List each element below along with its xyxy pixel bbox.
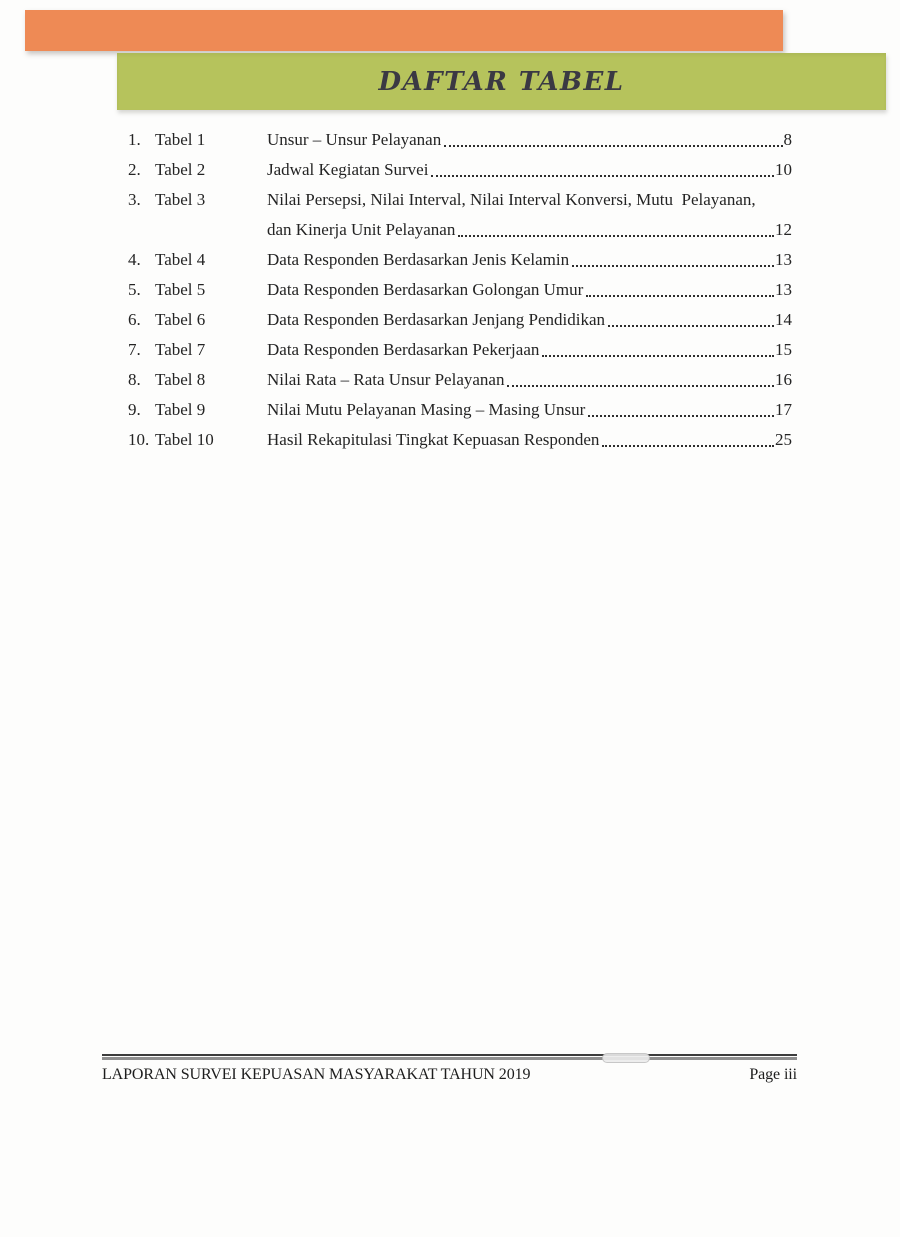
toc-leader-dots — [608, 325, 774, 327]
toc-entry-title: Nilai Rata – Rata Unsur Pelayanan — [267, 370, 505, 389]
footer-right-text: Page iii — [749, 1066, 797, 1083]
footer-left-text: LAPORAN SURVEI KEPUASAN MASYARAKAT TAHUN 2019 — [102, 1066, 531, 1083]
toc-entry-number: 3. — [128, 190, 141, 209]
toc-entry-number: 2. — [128, 160, 141, 179]
toc-entry-line — [128, 155, 792, 185]
toc-entry-page: 16 — [775, 370, 792, 389]
toc-leader-dots — [572, 265, 774, 267]
toc-entry-line — [128, 185, 792, 215]
toc-leader-dots — [588, 415, 774, 417]
toc-entry-label: Tabel 4 — [155, 250, 206, 269]
footer-rule-gray-line — [102, 1057, 797, 1060]
toc-entry-page: 12 — [775, 220, 792, 239]
toc-entry-page: 14 — [775, 310, 792, 329]
toc-entry-title: Jadwal Kegiatan Survei — [267, 160, 429, 179]
toc-entry-page: 13 — [775, 280, 792, 299]
toc-entry-line — [128, 215, 792, 245]
toc-leader-dots — [458, 235, 774, 237]
toc-leader-dots — [507, 385, 774, 387]
toc-leader-dots — [542, 355, 774, 357]
toc-entry-number: 1. — [128, 130, 141, 149]
toc-entry-label: Tabel 10 — [155, 430, 214, 449]
toc-leader-dots — [431, 175, 774, 177]
toc-entry-title: Nilai Mutu Pelayanan Masing – Masing Unsur — [267, 400, 586, 419]
toc-entry-page: 25 — [775, 430, 792, 449]
toc-entry-line — [128, 275, 792, 305]
toc-entry-label: Tabel 3 — [155, 190, 206, 209]
footer-rule — [102, 1054, 797, 1057]
toc-leader-dots — [444, 145, 782, 147]
toc-entry-line — [128, 305, 792, 335]
toc-entry-number: 9. — [128, 400, 141, 419]
scan-artifact — [602, 1053, 650, 1063]
toc-entry-page: 8 — [783, 130, 792, 149]
toc-entry-line — [128, 125, 792, 155]
toc-entry-label: Tabel 1 — [155, 130, 206, 149]
toc-entry-number: 6. — [128, 310, 141, 329]
toc-entry-number: 5. — [128, 280, 141, 299]
toc-entry-page: 10 — [775, 160, 792, 179]
toc-entry-number: 10. — [128, 430, 150, 449]
toc-entry-title: Hasil Rekapitulasi Tingkat Kepuasan Responden — [267, 430, 600, 449]
toc-entry-label: Tabel 7 — [155, 340, 206, 359]
toc-entry-title: dan Kinerja Unit Pelayanan — [267, 220, 456, 239]
toc-entry-title: Unsur – Unsur Pelayanan — [267, 130, 442, 149]
footer-text-row — [102, 1066, 797, 1084]
toc-entry-label: Tabel 2 — [155, 160, 206, 179]
toc-entry-label: Tabel 8 — [155, 370, 206, 389]
toc-entry-line — [128, 365, 792, 395]
toc-leader-dots — [602, 445, 774, 447]
toc-entry-label: Tabel 6 — [155, 310, 206, 329]
toc-entry-number: 4. — [128, 250, 141, 269]
toc-entry-line — [128, 245, 792, 275]
toc-entry-label: Tabel 9 — [155, 400, 206, 419]
toc-leader-dots — [586, 295, 774, 297]
header-banner — [117, 53, 886, 110]
toc-entry-line — [128, 395, 792, 425]
toc-entry-page: 13 — [775, 250, 792, 269]
toc-entry-page: 17 — [775, 400, 792, 419]
toc-entry-title: Data Responden Berdasarkan Jenis Kelamin — [267, 250, 570, 269]
toc-entry-line — [128, 425, 792, 455]
page-footer — [102, 1054, 797, 1084]
toc-entry-line — [128, 335, 792, 365]
toc-entry-number: 7. — [128, 340, 141, 359]
toc-entry-page: 15 — [775, 340, 792, 359]
header-orange-bar — [25, 10, 783, 51]
page-title: DAFTAR TABEL — [378, 66, 625, 97]
toc-entry-title: Data Responden Berdasarkan Jenjang Pendidikan — [267, 310, 606, 329]
toc-entry-title: Data Responden Berdasarkan Pekerjaan — [267, 340, 540, 359]
toc-entry-title: Data Responden Berdasarkan Golongan Umur — [267, 280, 584, 299]
toc-entry-label: Tabel 5 — [155, 280, 206, 299]
toc-entry-number: 8. — [128, 370, 141, 389]
toc-entry-title: Nilai Persepsi, Nilai Interval, Nilai Interval Konversi, Mutu Pelayanan, — [267, 190, 756, 209]
table-of-contents — [128, 125, 792, 455]
